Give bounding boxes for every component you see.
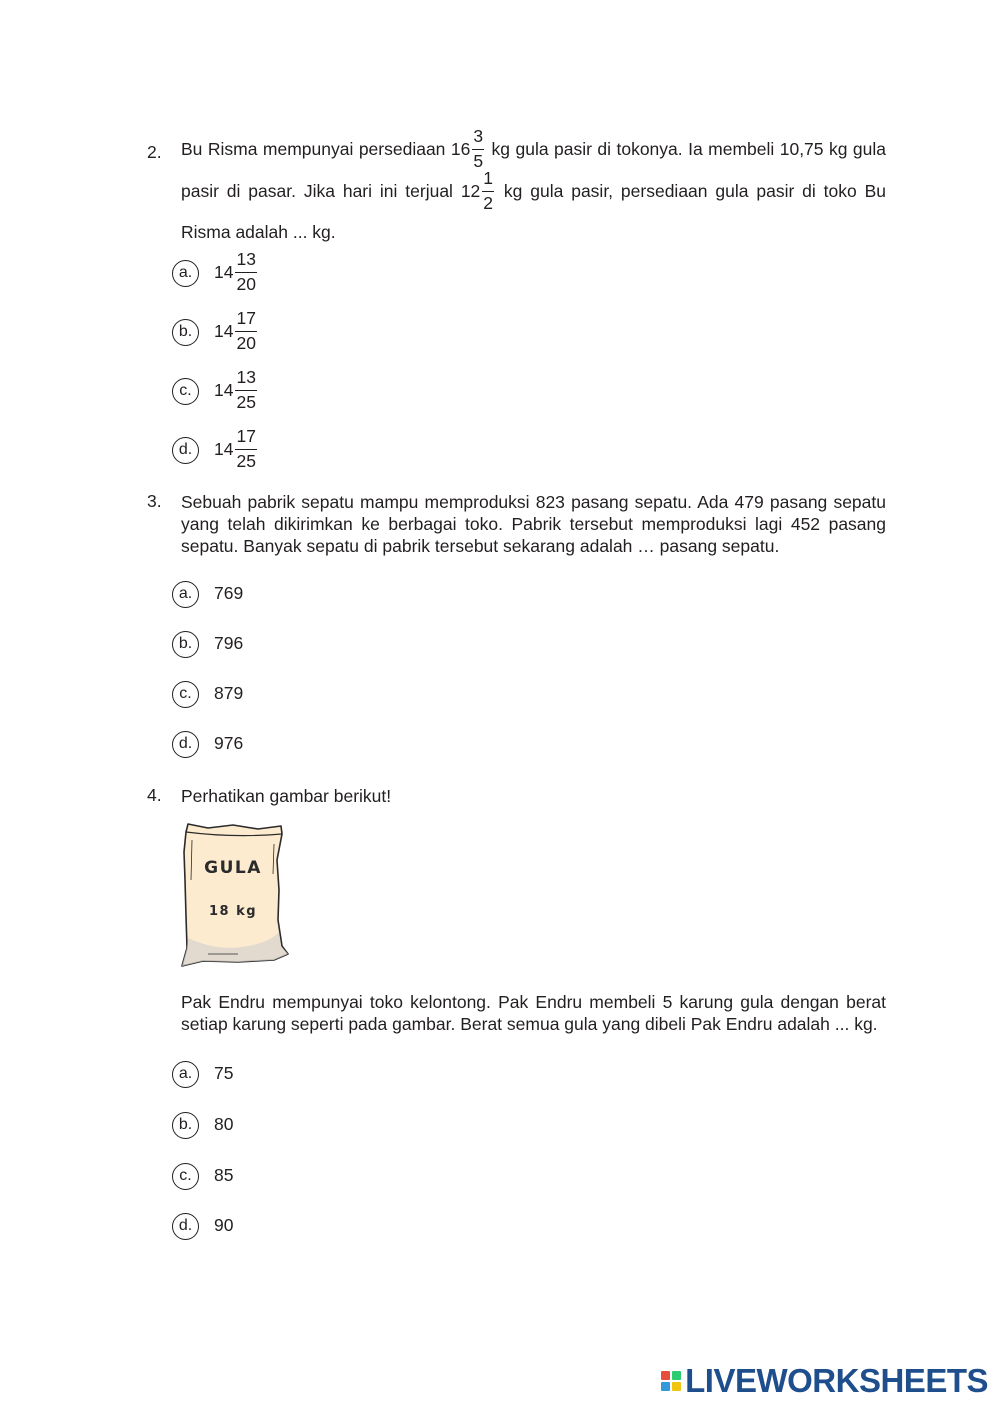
q3-option-c[interactable]: 879 xyxy=(214,683,244,703)
logo-square-3 xyxy=(661,1382,670,1391)
q2-option-d-circle[interactable]: d. xyxy=(172,437,199,464)
q3-number: 3. xyxy=(147,491,162,511)
logo-square-4 xyxy=(672,1382,681,1391)
sugar-bag-weight: 18 kg xyxy=(208,904,258,919)
q4-option-d[interactable]: 90 xyxy=(214,1215,234,1235)
q2-option-a[interactable]: 14 $\frac{13}{20}$ xyxy=(214,249,256,294)
q3-option-a-circle[interactable]: a. xyxy=(172,581,199,608)
q4-option-c-circle[interactable]: c. xyxy=(172,1163,199,1190)
q3-option-d[interactable]: 976 xyxy=(214,733,244,753)
q3-option-a[interactable]: 769 xyxy=(214,583,244,603)
sugar-bag-illustration xyxy=(178,820,293,970)
q3-option-b-circle[interactable]: b. xyxy=(172,631,199,658)
logo-square-2 xyxy=(672,1371,681,1380)
q4-option-c[interactable]: 85 xyxy=(214,1165,234,1185)
q2-text-part1: Bu Risma mempunyai persediaan xyxy=(181,139,451,159)
q2-option-d[interactable]: 14 $\frac{17}{25}$ xyxy=(214,426,256,471)
q4-option-a[interactable]: 75 xyxy=(214,1063,234,1083)
sugar-bag-icon xyxy=(178,820,293,970)
logo-square-1 xyxy=(661,1371,670,1380)
q2-option-a-circle[interactable]: a. xyxy=(172,260,199,287)
q2-option-b[interactable]: 14 $\frac{17}{20}$ xyxy=(214,308,256,353)
q2-option-b-circle[interactable]: b. xyxy=(172,319,199,346)
sugar-bag-label: GULA xyxy=(204,858,262,878)
q2-text xyxy=(181,128,886,252)
liveworksheets-logo[interactable] xyxy=(661,1362,988,1400)
q3-option-d-circle[interactable]: d. xyxy=(172,731,199,758)
q2-number: 2. xyxy=(147,142,162,162)
q4-text: Pak Endru mempunyai toko kelontong. Pak Endru membeli 5 karung gula dengan berat setiap karung seperti pada gambar. Berat semua gula yang dibeli Pak Endru adalah ... kg. xyxy=(181,992,886,1034)
q2-sold-fraction: 12 $\frac{1}{2}$ xyxy=(460,168,494,213)
logo-mark-icon xyxy=(661,1371,681,1391)
q4-option-a-circle[interactable]: a. xyxy=(172,1061,199,1088)
q4-option-b[interactable]: 80 xyxy=(214,1114,234,1134)
q2-text-part2: kg gula pasir di tokonya. Ia membeli 10,75 kg gula pasir di pasar. Jika hari ini terjual xyxy=(181,139,886,201)
q4-intro: Perhatikan gambar berikut! xyxy=(181,786,392,806)
q2-text-part3: kg gula pasir, persediaan gula pasir di toko Bu Risma adalah ... kg. xyxy=(181,181,887,242)
q2-option-c-circle[interactable]: c. xyxy=(172,378,199,405)
q3-text: Sebuah pabrik sepatu mampu memproduksi 823 pasang sepatu. Ada 479 pasang sepatu yang telah dikirimkan ke berbagai toko. Pabrik tersebut memproduksi lagi 452 pasang sepatu. Banyak sepatu di pabrik tersebut sekarang adalah … pasang sepatu. xyxy=(181,492,886,556)
q3-option-c-circle[interactable]: c. xyxy=(172,681,199,708)
q4-option-d-circle[interactable]: d. xyxy=(172,1213,199,1240)
q4-number: 4. xyxy=(147,785,162,805)
q3-option-b[interactable]: 796 xyxy=(214,633,244,653)
q4-option-b-circle[interactable]: b. xyxy=(172,1112,199,1139)
q2-stock-fraction: 16 $\frac{3}{5}$ xyxy=(450,126,484,171)
q2-option-c[interactable]: 14 $\frac{13}{25}$ xyxy=(214,367,256,412)
logo-text: LIVEWORKSHEETS xyxy=(685,1362,988,1399)
